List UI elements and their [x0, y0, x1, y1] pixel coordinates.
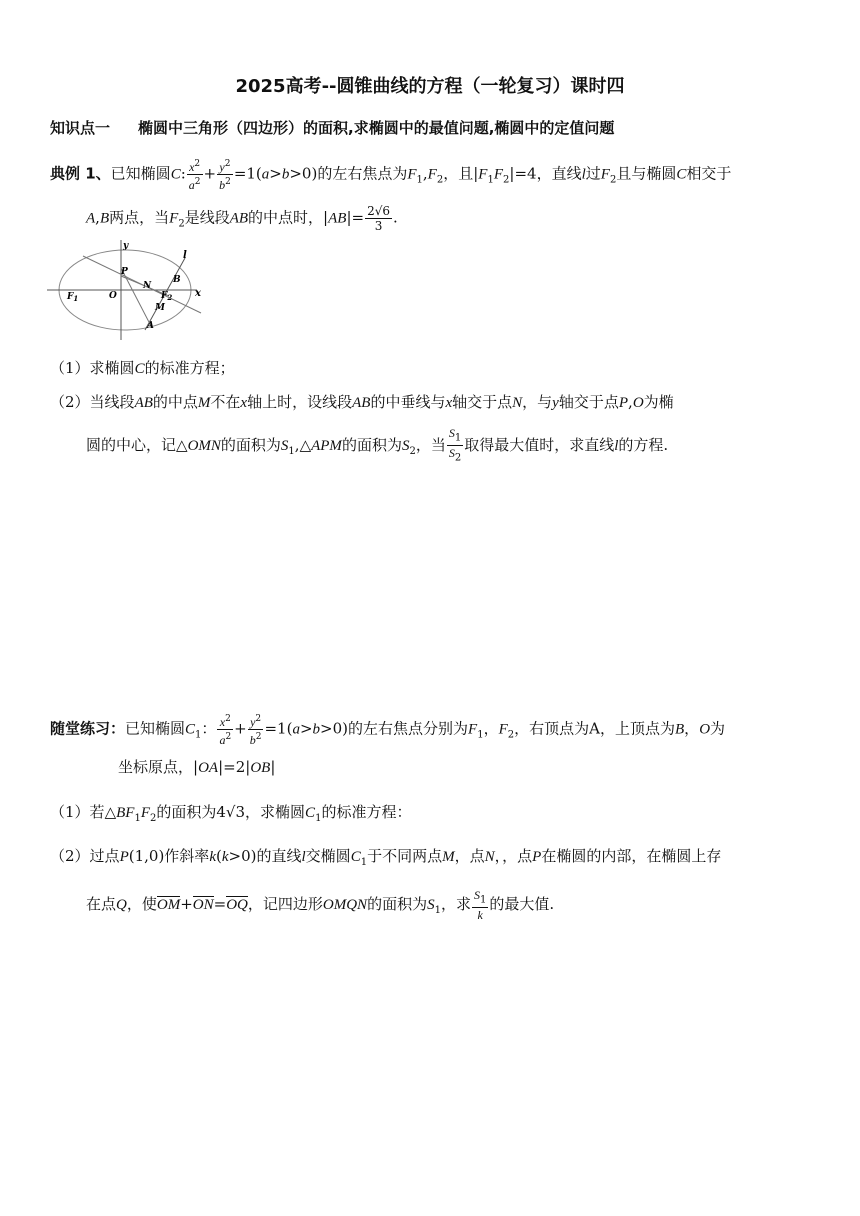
text: 轴上时，设线段 — [247, 393, 353, 411]
text: 的标准方程： — [321, 803, 412, 821]
text: ，点 — [502, 847, 533, 865]
label-o: O — [109, 291, 117, 301]
text: 是线段 — [184, 208, 230, 227]
practice-label: 随堂练习： — [50, 719, 126, 738]
text: 的面积为 — [220, 435, 281, 454]
text: 的方程. — [618, 435, 669, 454]
text: 已知椭圆 — [125, 719, 186, 738]
text: ，记四边形 — [247, 895, 323, 914]
text: 的面积为 — [341, 435, 402, 454]
text: 的面积为 — [156, 803, 217, 821]
example1-question1: （1）求椭圆C的标准方程； — [50, 359, 235, 377]
knowledge-point-label: 知识点一 — [50, 119, 111, 137]
text: 的面积为 — [367, 895, 428, 914]
label-b: B — [173, 275, 181, 285]
page-title: 2025高考--圆锥曲线的方程（一轮复习）课时四 — [235, 76, 625, 97]
text: 轴交于点 — [558, 393, 619, 411]
text: 的标准方程； — [144, 359, 235, 377]
example1-line2: A,B两点，当$F_2$是线段AB的中点时，|AB|= $\frac{2√6}{3}$ . — [86, 204, 398, 233]
text: 为 — [710, 719, 726, 738]
text: 于不同两点 — [367, 847, 443, 865]
label-f1: $F_1$ — [67, 292, 79, 303]
text: 在点 — [86, 895, 117, 914]
label-y: y — [123, 241, 129, 251]
example1-question2-line1: （2）当线段AB的中点M不在x轴上时，设线段AB的中垂线与x轴交于点N，与y轴交于点P,O为椭 — [50, 393, 674, 411]
text: 过点 — [89, 847, 120, 865]
text: 取得最大值时，求直线 — [464, 435, 615, 454]
text: 的左右焦点为 — [317, 164, 408, 183]
practice-question1: （1）若$\triangle BF_1F_2$的面积为4√3，求椭圆$C_1$的标准方程： — [50, 803, 412, 824]
text: 为椭 — [643, 393, 674, 411]
practice-question2-line1: （2）过点P(1,0)作斜率k(k>0)的直线l交椭圆$C_1$于不同两点M，点N，，点P在椭圆的内部，在椭圆上存 — [50, 847, 722, 868]
text: 在椭圆的内部，在椭圆上存 — [541, 847, 722, 865]
text: 的直线 — [256, 847, 302, 865]
text: 已知椭圆 — [110, 164, 171, 183]
text: 的中点时， — [248, 208, 324, 227]
text: （1） — [50, 359, 90, 377]
practice-question2-line2: 在点Q，使OM+ON=OQ，记四边形OMQN的面积为$S_1$，求 $\frac{S_1}{k}$ 的最大值. — [86, 888, 555, 923]
text: ，点 — [454, 847, 485, 865]
practice-line1: 随堂练习：已知椭圆$C_1$： $\frac{x^2}{a^2}$ + $\frac{y^2}{b^2}$ =1(a>b>0)的左右焦点分别为$F_1$，$F_2$，右顶点为A，上顶点为B，O为 — [50, 714, 726, 747]
text: 当线段 — [89, 393, 135, 411]
text: 若 — [89, 803, 105, 821]
text: 交椭圆 — [305, 847, 351, 865]
text: 相交于 — [686, 164, 732, 183]
text: ，上顶点为 — [599, 719, 675, 738]
text: 坐标原点， — [118, 758, 194, 776]
text: 过 — [585, 164, 601, 183]
text: （1） — [50, 803, 90, 821]
text: （2） — [50, 393, 90, 411]
text: 的最大值. — [489, 895, 555, 914]
text: 的左右焦点分别为 — [348, 719, 469, 738]
text: 的中点 — [152, 393, 198, 411]
label-l: l — [183, 250, 187, 261]
text: ，求 — [440, 895, 471, 914]
text: ，当 — [415, 435, 446, 454]
label-p: P — [121, 267, 128, 277]
label-n: N — [143, 281, 152, 291]
text: ，与 — [522, 393, 553, 411]
example1-question2-line2: 圆的中心，记△OMN的面积为$S_1,\triangle APM$的面积为$S_2$，当 $\frac{S_1}{S_2}$ 取得最大值时，求直线l的方程. — [86, 426, 669, 464]
text: （2） — [50, 847, 90, 865]
label-a: A — [147, 321, 154, 331]
label-x: x — [195, 288, 201, 299]
ellipse-figure — [45, 238, 215, 342]
text: ，直线 — [536, 164, 582, 183]
example1-label: 典例 1、 — [50, 164, 111, 183]
label-m: M — [155, 303, 165, 313]
knowledge-point-topic: 椭圆中三角形（四边形）的面积,求椭圆中的最值问题,椭圆中的定值问题 — [138, 119, 615, 137]
label-f2: $F_2$ — [161, 291, 173, 302]
example1-line1: 典例 1、已知椭圆C: $\frac{x^2}{a^2}$ + $\frac{y^2}{b^2}$ =1(a>b>0)的左右焦点为$F_1,F_2$，且$|F_1F_2|=4$，直线l过$F_2$且与椭圆C相交于 — [50, 159, 732, 192]
text: ，求椭圆 — [245, 803, 306, 821]
knowledge-point-heading — [50, 117, 614, 138]
text: ，右顶点为 — [514, 719, 590, 738]
text: 两点，当 — [109, 208, 170, 227]
text: ，使 — [126, 895, 157, 914]
text: 不在 — [210, 393, 241, 411]
text: 且与椭圆 — [616, 164, 677, 183]
practice-line2: 坐标原点，|OA|=2|OB| — [118, 758, 276, 776]
text: 轴交于点 — [452, 393, 513, 411]
text: ，且 — [443, 164, 474, 183]
text: 求椭圆 — [89, 359, 135, 377]
text: 圆的中心，记 — [86, 435, 177, 454]
text: 作斜率 — [164, 847, 210, 865]
text: 的中垂线与 — [370, 393, 446, 411]
